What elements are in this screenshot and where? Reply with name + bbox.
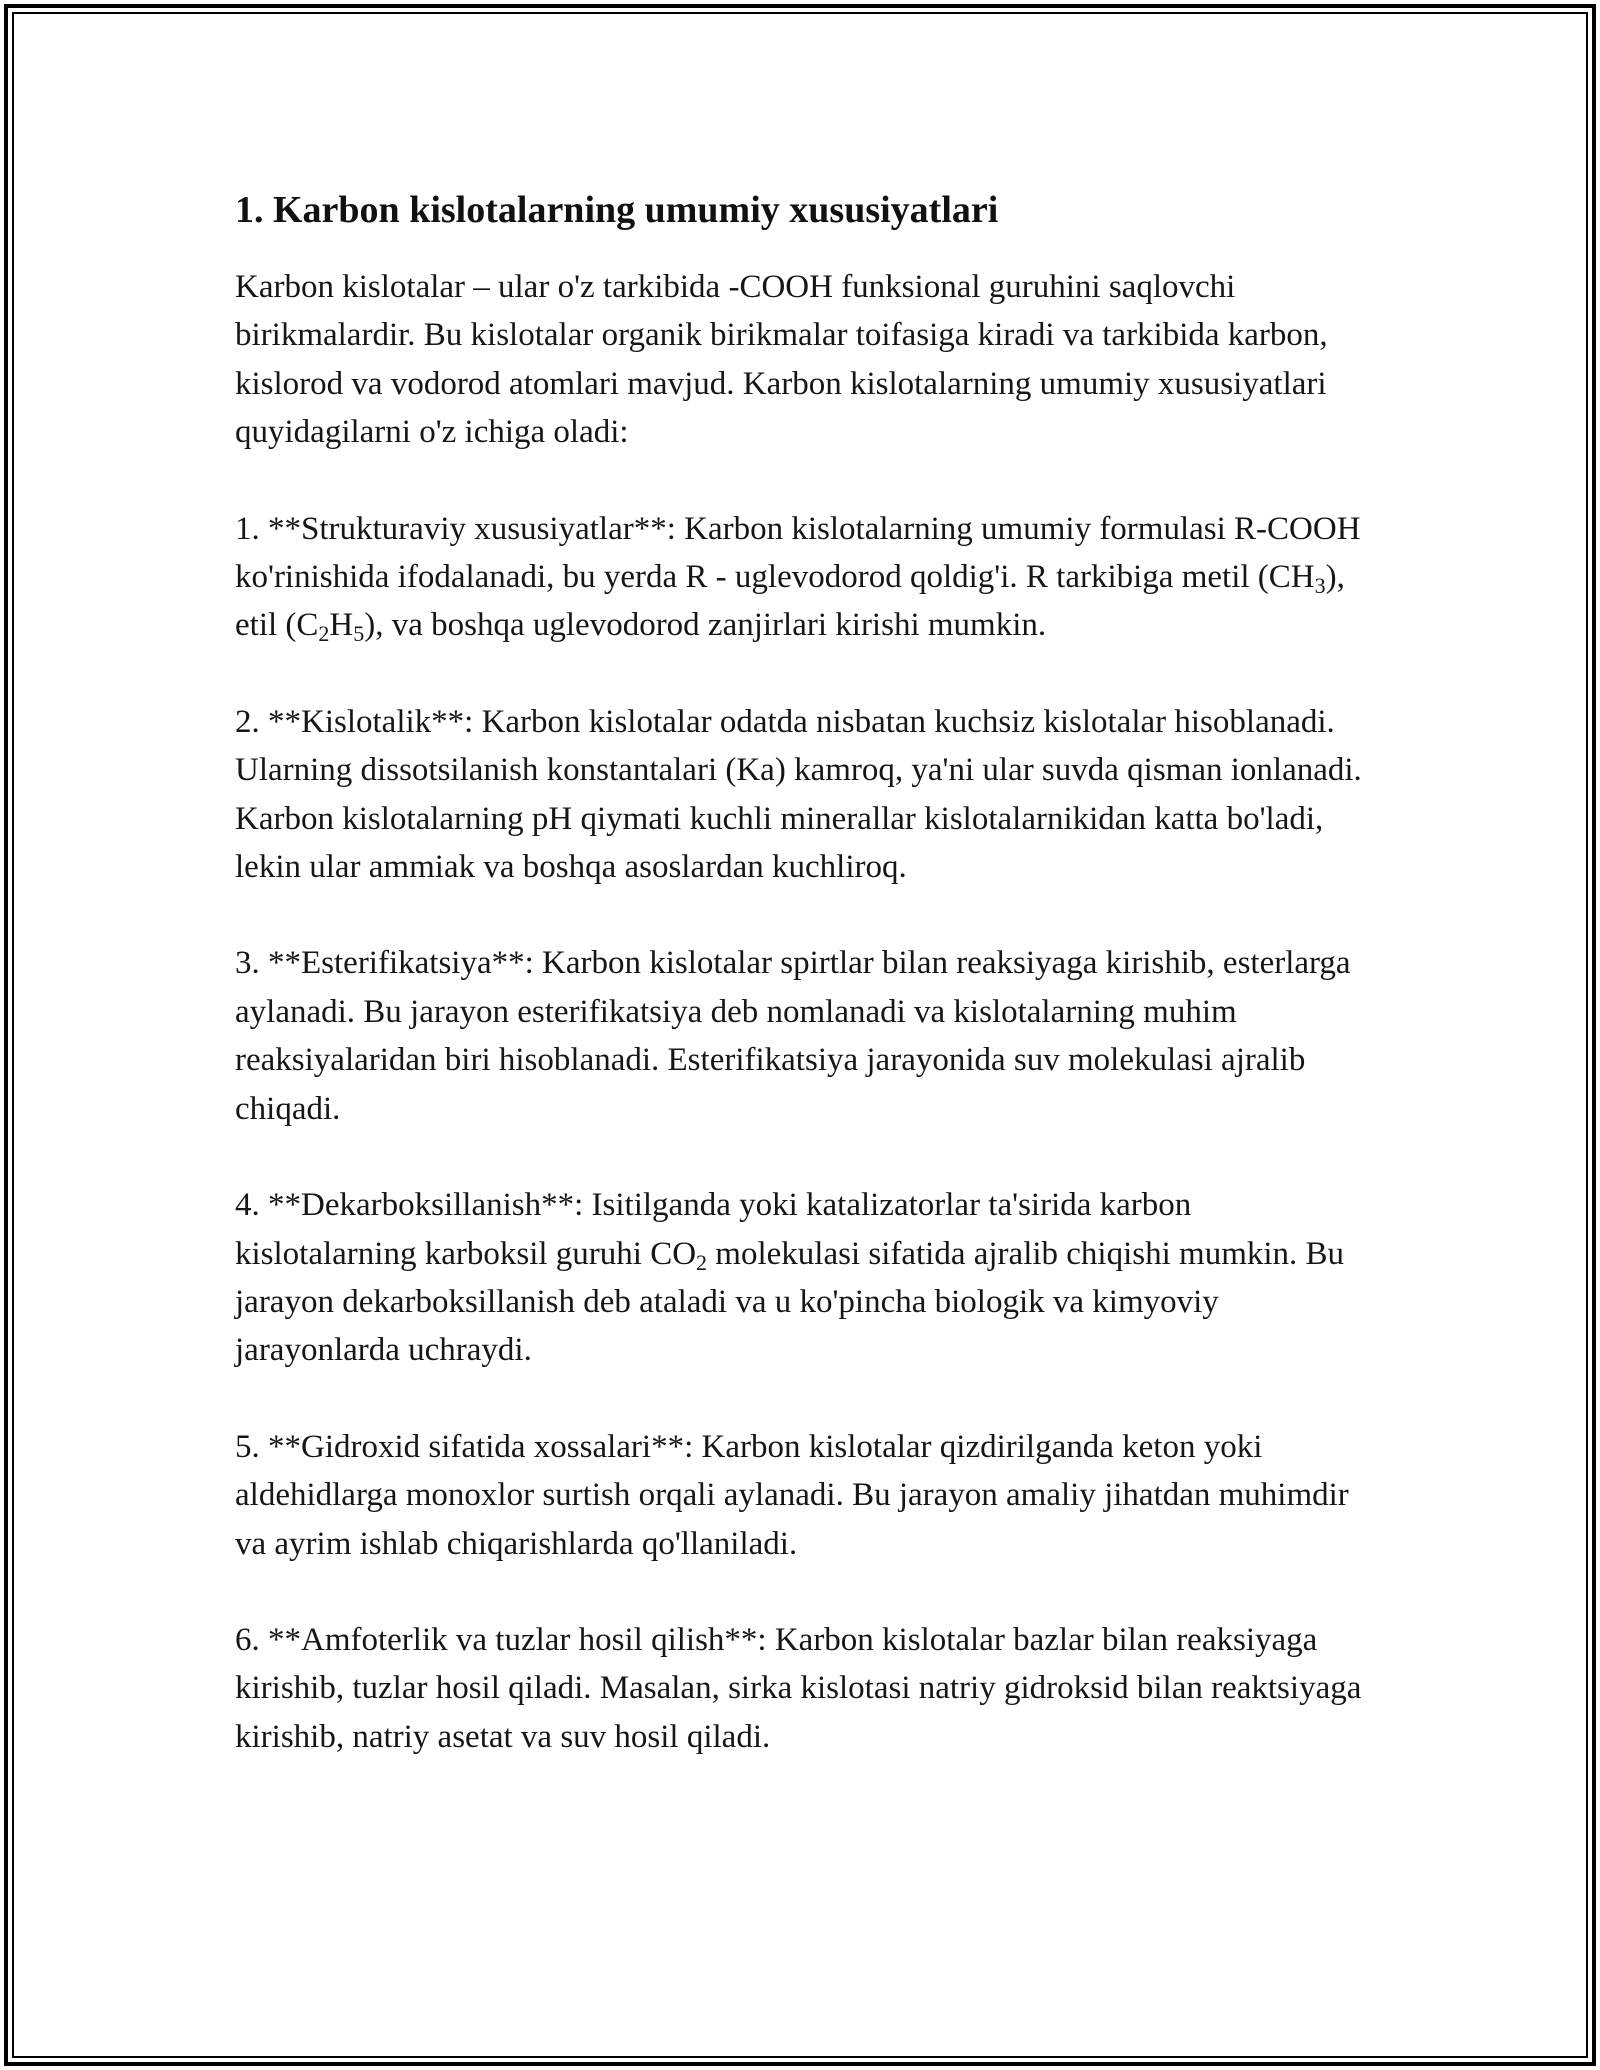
subscript: 2 <box>696 1249 708 1275</box>
subscript: 3 <box>1314 573 1326 599</box>
item-text: 4. **Dekarboksillanish**: Isitilganda yoki katalizatorlar ta'sirida karbon kislotalarning karboksil guruhi CO <box>235 1187 1192 1272</box>
item-text: ), etil (C <box>235 559 1345 644</box>
item-hydroxide-properties: 5. **Gidroxid sifatida xossalari**: Karbon kislotalar qizdirilganda keton yoki aldehidlarga monoxlor surtish orqali aylanadi. Bu jarayon amaliy jihatdan muhimdir va ayrim ishlab chiqarishlarda qo'llaniladi. <box>235 1428 1349 1562</box>
subscript: 5 <box>353 621 365 647</box>
item-structural-properties <box>235 505 1370 650</box>
item-amphoteric-salts: 6. **Amfoterlik va tuzlar hosil qilish**: Karbon kislotalar bazlar bilan reaksiyaga kirishib, tuzlar hosil qiladi. Masalan, sirka kislotasi natriy gidroksid bilan reaktsiyaga kirishib, natriy asetat va suv hosil qiladi. <box>235 1621 1362 1755</box>
subscript: 2 <box>318 621 330 647</box>
item-text: molekulasi sifatida ajralib chiqishi mumkin. Bu jarayon dekarboksillanish deb ataladi va u ko'pincha biologik va kimyoviy jarayonlarda uchraydi. <box>235 1235 1345 1369</box>
item-text: H <box>329 607 354 644</box>
item-text: 1. **Strukturaviy xususiyatlar**: Karbon kislotalarning umumiy formulasi R-COOH ko'rinishida ifodalanadi, bu yerda R - uglevodorod qoldig'i. R tarkibiga metil (CH <box>235 510 1361 596</box>
item-esterification: 3. **Esterifikatsiya**: Karbon kislotalar spirtlar bilan reaksiyaga kirishib, esterlarga aylanadi. Bu jarayon esterifikatsiya deb nomlanadi va kislotalarning muhim reaksiyalaridan biri hisoblanadi. Esterifikatsiya jarayonida suv molekulasi ajralib chiqadi. <box>235 945 1351 1127</box>
section-title: 1. Karbon kislotalarning umumiy xususiyatlari <box>235 189 999 231</box>
intro-paragraph: Karbon kislotalar – ular o'z tarkibida -COOH funksional guruhini saqlovchi birikmalardir. Bu kislotalar organik birikmalar toifasiga kiradi va tarkibida karbon, kislorod va vodorod atomlari mavjud. Karbon kislotalarning umumiy xususiyatlari quyidagilarni o'z ichiga oladi: <box>235 269 1328 451</box>
item-text: ), va boshqa uglevodorod zanjirlari kirishi mumkin. <box>364 607 1047 644</box>
item-acidity: 2. **Kislotalik**: Karbon kislotalar odatda nisbatan kuchsiz kislotalar hisoblanadi. Ularning dissotsilanish konstantalari (Ka) kamroq, ya'ni ular suvda qisman ionlanadi. Karbon kislotalarning pH qiymati kuchli minerallar kislotalarnikidan katta bo'ladi, lekin ular ammiak va boshqa asoslardan kuchliroq. <box>235 703 1362 886</box>
document-body <box>235 185 1370 1809</box>
item-decarboxylation <box>235 1181 1370 1375</box>
